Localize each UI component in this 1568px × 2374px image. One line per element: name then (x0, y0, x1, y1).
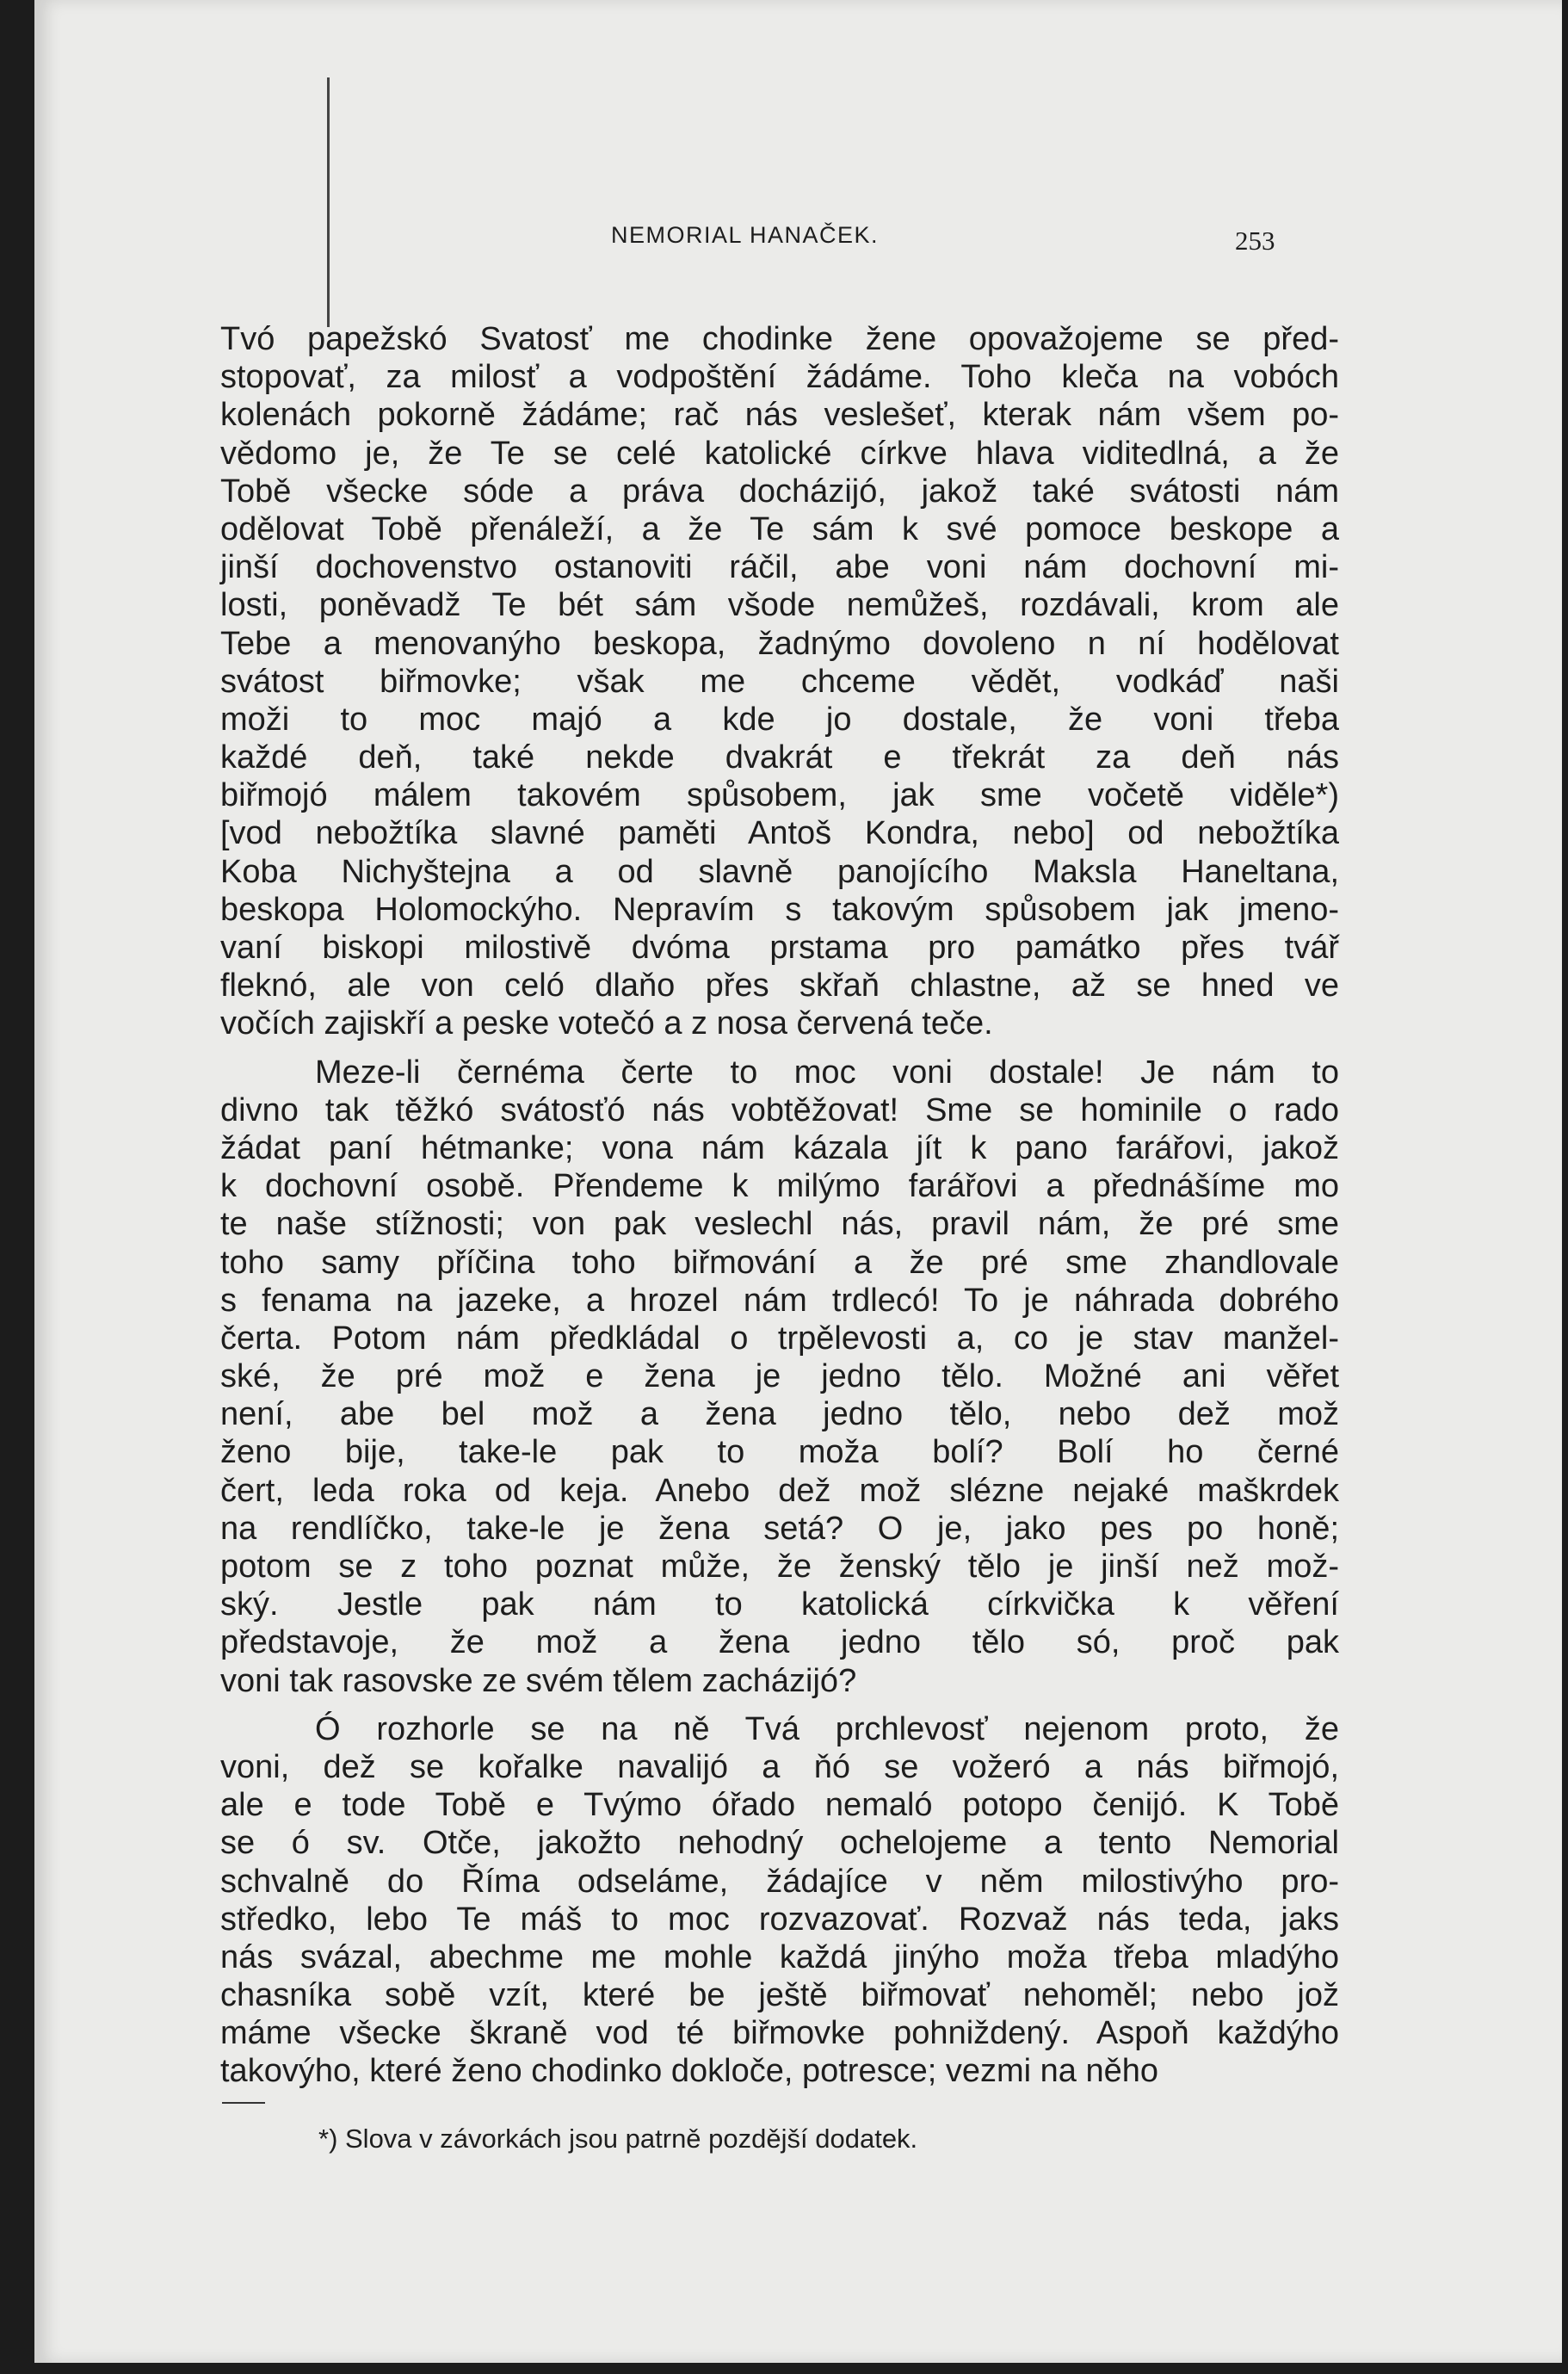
text-line: čerta. Potom nám předkládal o trpělevosti a, co je stav manžel- (220, 1320, 1339, 1357)
paragraph (220, 1054, 1339, 1700)
text-line: moži to moc majó a kde jo dostale, že voni třeba (220, 701, 1339, 738)
text-line: kolenách pokorně žádáme; rač nás veslešeť, kterak nám všem po- (220, 397, 1339, 434)
body-text (220, 320, 1339, 2091)
text-line: vaní biskopi milostivě dvóma prstama pro památko přes tvář (220, 930, 1339, 966)
text-line: každé deň, také nekde dvakrát e třekrát za deň nás (220, 739, 1339, 776)
running-head (34, 222, 1562, 265)
text-line: stopovať, za milosť a vodpoštění žádáme. Toho kleča na vobóch (220, 359, 1339, 396)
text-line: biřmojó málem takovém spůsobem, jak sme vočetě viděle*) (220, 777, 1339, 814)
text-line: svátost biřmovke; však me chceme vědět, vodkáď naši (220, 663, 1339, 700)
text-line: máme všecke škraně vod té biřmovke pohniždený. Aspoň každýho (220, 2015, 1339, 2052)
text-line: odělovat Tobě přenáleží, a že Te sám k své pomoce beskope a (220, 510, 1339, 547)
text-line: na rendlíčko, take-le je žena setá? O je, jako pes po honě; (220, 1510, 1339, 1547)
text-line: ský. Jestle pak nám to katolická církvička k věření (220, 1586, 1339, 1623)
text-line: Meze-li černéma čerte to moc voni dostale! Je nám to (315, 1054, 1339, 1091)
text-line: ské, že pré mož e žena je jedno tělo. Možné ani věřet (220, 1358, 1339, 1395)
text-line: vočích zajiskří a peske votečó a z nosa červená teče. (220, 1005, 993, 1042)
text-line: vědomo je, že Te se celé katolické církve hlava viditedlná, a že (220, 435, 1339, 472)
book-page (34, 0, 1562, 2363)
text-line: Tebe a menovanýho beskopa, žadnýmo dovoleno n ní hodělovat (220, 625, 1339, 662)
footnote-divider (222, 2102, 265, 2104)
text-line: voni, dež se kořalke navalijó a ňó se vožeró a nás biřmojó, (220, 1748, 1339, 1785)
margin-rule (327, 77, 330, 327)
running-title: NEMORIAL HANAČEK. (611, 222, 880, 248)
text-line: voni tak rasovske ze svém tělem zacházijó? (220, 1662, 857, 1699)
text-line: schvalně do Říma odseláme, žádajíce v něm milostivýho pro- (220, 1863, 1339, 1900)
text-line: středko, lebo Te máš to moc rozvazovať. Rozvaž nás teda, jaks (220, 1901, 1339, 1938)
text-line: Tobě všecke sóde a práva docházijó, jakož také svátosti nám (220, 473, 1339, 510)
text-line: Ó rozhorle se na ně Tvá prchlevosť nejenom proto, že (315, 1710, 1339, 1747)
text-line: není, abe bel mož a žena jedno tělo, nebo dež mož (220, 1396, 1339, 1433)
text-line: losti, poněvadž Te bét sám všode nemůžeš, rozdávali, krom ale (220, 587, 1339, 624)
text-line: chasníka sobě vzít, které be ještě biřmovať nehoměl; nebo jož (220, 1977, 1339, 2014)
text-line: ženo bije, take-le pak to moža bolí? Bolí ho černé (220, 1434, 1339, 1471)
text-line: Tvó papežskó Svatosť me chodinke žene opovažojeme se před- (220, 321, 1339, 357)
page-number: 253 (1235, 226, 1275, 256)
paragraph (220, 320, 1339, 1043)
text-line: čert, leda roka od keja. Anebo dež mož slézne nejaké maškrdek (220, 1472, 1339, 1509)
text-line: [vod nebožtíka slavné paměti Antoš Kondra, nebo] od nebožtíka (220, 815, 1339, 852)
text-line: takovýho, které ženo chodinko dokloče, potresce; vezmi na něho (220, 2053, 1158, 2090)
text-line: žádat paní hétmanke; vona nám kázala jít k pano farářovi, jakož (220, 1129, 1339, 1166)
text-line: s fenama na jazeke, a hrozel nám trdlecó! To je náhrada dobrého (220, 1282, 1339, 1319)
text-line: divno tak těžkó svátosťó nás vobtěžovat! Sme se hominile o rado (220, 1091, 1339, 1128)
footnote: *) Slova v závorkách jsou patrně pozdější dodatek. (318, 2124, 918, 2154)
text-line: te naše stížnosti; von pak veslechl nás, pravil nám, že pré sme (220, 1206, 1339, 1243)
text-line: fleknó, ale von celó dlaňo přes skřaň chlastne, až se hned ve (220, 968, 1339, 1005)
text-line: představoje, že mož a žena jedno tělo só, proč pak (220, 1624, 1339, 1661)
text-line: Koba Nichyštejna a od slavně panojícího Maksla Haneltana, (220, 853, 1339, 890)
paragraph (220, 1710, 1339, 2091)
text-line: k dochovní osobě. Přendeme k milýmo farářovi a přednášíme mo (220, 1168, 1339, 1205)
text-line: se ó sv. Otče, jakožto nehodný ochelojeme a tento Nemorial (220, 1825, 1339, 1862)
text-line: ale e tode Tobě e Tvýmo óřado nemaló potopo čenijó. K Tobě (220, 1787, 1339, 1824)
text-line: potom se z toho poznat může, že ženský tělo je jinší než mož- (220, 1549, 1339, 1585)
text-line: beskopa Holomockýho. Nepravím s takovým spůsobem jak jmeno- (220, 891, 1339, 928)
text-line: toho samy příčina toho biřmování a že pré sme zhandlovale (220, 1244, 1339, 1281)
text-line: nás svázal, abechme me mohle každá jinýho moža třeba mladýho (220, 1938, 1339, 1975)
text-line: jinší dochovenstvo ostanoviti ráčil, abe voni nám dochovní mi- (220, 549, 1339, 586)
